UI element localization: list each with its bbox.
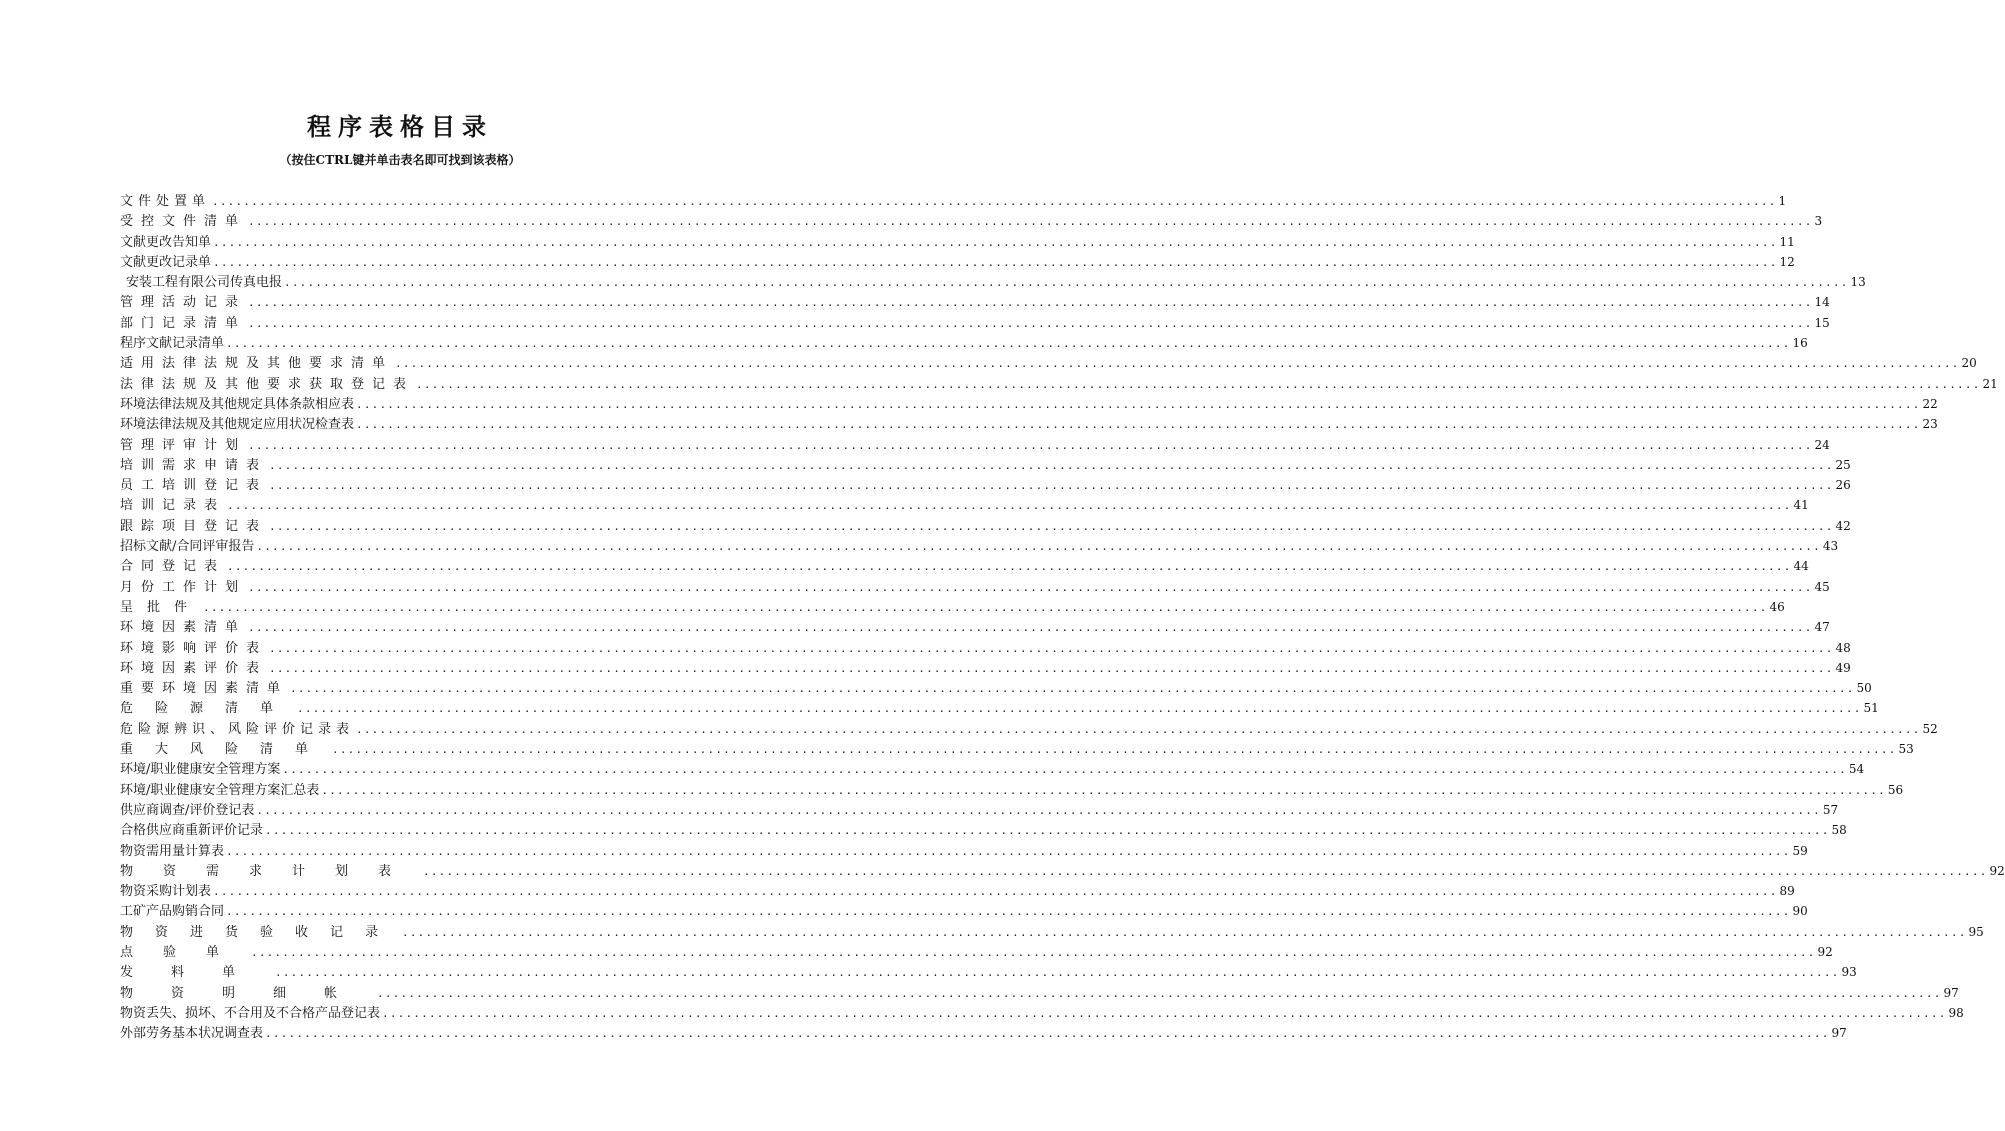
toc-entry-name: 受控文件清单 bbox=[120, 214, 247, 230]
dot-leader: ........................................................................................................................................................................................................ bbox=[256, 540, 1821, 554]
dot-leader: ........................................................................................................................................................................................................ bbox=[269, 458, 1834, 472]
toc-entry-page: 97 bbox=[1831, 1026, 1847, 1041]
toc-entry[interactable] bbox=[120, 313, 1830, 333]
dot-leader: ........................................................................................................................................................................................................ bbox=[248, 316, 1813, 330]
toc-entry-page: 92 bbox=[1817, 944, 1833, 959]
toc-entry[interactable] bbox=[120, 495, 1809, 515]
toc-entry-page: 43 bbox=[1822, 539, 1839, 554]
toc-entry-page: 46 bbox=[1769, 599, 1785, 614]
toc-entry-page: 11 bbox=[1779, 234, 1795, 249]
dot-leader: ........................................................................................................................................................................................................ bbox=[213, 255, 1778, 269]
toc-entry-page: 48 bbox=[1835, 640, 1851, 655]
toc-entry-name: 物资需用量计算表 bbox=[120, 843, 225, 859]
toc-entry-page: 45 bbox=[1814, 579, 1830, 594]
toc-entry[interactable] bbox=[120, 638, 1851, 658]
dot-leader: ........................................................................................................................................................................................................ bbox=[290, 682, 1855, 696]
toc-entry[interactable] bbox=[120, 394, 1938, 414]
toc-entry[interactable] bbox=[120, 820, 1847, 840]
dot-leader: ........................................................................................................................................................................................................ bbox=[275, 966, 1840, 980]
toc-entry-page: 23 bbox=[1922, 417, 1938, 432]
toc-entry-page: 53 bbox=[1898, 742, 1914, 757]
toc-entry[interactable] bbox=[120, 841, 1808, 861]
toc-entry-page: 3 bbox=[1814, 214, 1823, 229]
toc-entry[interactable] bbox=[120, 353, 1977, 373]
toc-entry[interactable] bbox=[120, 962, 1857, 982]
toc-entry-page: 24 bbox=[1814, 437, 1830, 452]
dot-leader: ........................................................................................................................................................................................................ bbox=[356, 722, 1921, 736]
toc-entry[interactable] bbox=[120, 374, 1998, 394]
dot-leader: ........................................................................................................................................................................................................ bbox=[269, 641, 1834, 655]
toc-entry[interactable] bbox=[120, 577, 1830, 597]
toc-entry-page: 92 bbox=[1989, 863, 2005, 878]
toc-entry-name: 环境因素清单 bbox=[120, 620, 247, 636]
toc-entry-page: 52 bbox=[1922, 721, 1938, 736]
toc-entry[interactable] bbox=[120, 759, 1865, 779]
page-title: 程序表格目录 bbox=[307, 112, 493, 141]
dot-leader: ........................................................................................................................................................................................................ bbox=[377, 986, 1942, 1000]
toc-entry[interactable] bbox=[120, 232, 1795, 252]
toc-entry[interactable] bbox=[120, 191, 1787, 211]
toc-entry-name: 合同登记表 bbox=[120, 559, 226, 575]
table-of-contents bbox=[120, 191, 2005, 1043]
toc-entry-name: 培训记录表 bbox=[120, 498, 226, 514]
toc-entry-name: 管理评审计划 bbox=[120, 437, 247, 453]
dot-leader: ........................................................................................................................................................................................................ bbox=[248, 296, 1813, 310]
toc-entry[interactable] bbox=[120, 333, 1808, 353]
toc-entry[interactable] bbox=[120, 252, 1795, 272]
dot-leader: ........................................................................................................................................................................................................ bbox=[356, 397, 1921, 411]
toc-entry-name: 月份工作计划 bbox=[120, 579, 247, 595]
toc-entry-name: 跟踪项目登记表 bbox=[120, 518, 268, 534]
toc-entry[interactable] bbox=[120, 272, 1866, 292]
toc-entry[interactable] bbox=[120, 678, 1872, 698]
toc-entry-page: 44 bbox=[1793, 559, 1809, 574]
toc-entry[interactable] bbox=[120, 292, 1830, 312]
toc-entry[interactable] bbox=[120, 414, 1938, 434]
dot-leader: ........................................................................................................................................................................................................ bbox=[203, 600, 1768, 614]
toc-entry-page: 1 bbox=[1778, 194, 1787, 208]
dot-leader: ........................................................................................................................................................................................................ bbox=[321, 783, 1886, 797]
toc-entry-page: 14 bbox=[1814, 295, 1830, 310]
toc-entry[interactable] bbox=[120, 739, 1914, 759]
toc-entry-page: 12 bbox=[1779, 254, 1795, 269]
dot-leader: ........................................................................................................................................................................................................ bbox=[282, 763, 1847, 777]
toc-entry-page: 49 bbox=[1835, 660, 1851, 675]
toc-entry[interactable] bbox=[120, 780, 1904, 800]
dot-leader: ........................................................................................................................................................................................................ bbox=[248, 621, 1813, 635]
toc-entry-page: 15 bbox=[1814, 315, 1830, 330]
toc-entry-name: 文件处置单 bbox=[120, 194, 211, 209]
dot-leader: ........................................................................................................................................................................................................ bbox=[213, 235, 1778, 249]
toc-entry-name: 招标文献/合同评审报告 bbox=[120, 539, 255, 555]
dot-leader: ........................................................................................................................................................................................................ bbox=[423, 864, 1988, 878]
toc-entry[interactable] bbox=[120, 983, 1959, 1003]
toc-entry-page: 42 bbox=[1835, 518, 1851, 533]
toc-entry[interactable] bbox=[120, 1023, 1847, 1043]
toc-entry-page: 21 bbox=[1982, 376, 1998, 391]
toc-entry-name: 环境因素评价表 bbox=[120, 660, 268, 676]
toc-entry[interactable] bbox=[120, 455, 1851, 475]
dot-leader: ........................................................................................................................................................................................................ bbox=[248, 215, 1813, 229]
dot-leader: ........................................................................................................................................................................................................ bbox=[265, 824, 1830, 838]
dot-leader: ........................................................................................................................................................................................................ bbox=[227, 560, 1792, 574]
toc-entry[interactable] bbox=[120, 698, 1879, 718]
toc-entry-page: 26 bbox=[1835, 478, 1851, 493]
toc-entry-page: 51 bbox=[1863, 701, 1879, 716]
toc-entry-name: 环境/职业健康安全管理方案 bbox=[120, 762, 281, 778]
toc-entry-name: 合格供应商重新评价记录 bbox=[120, 823, 264, 839]
toc-entry[interactable] bbox=[120, 881, 1795, 901]
dot-leader: ........................................................................................................................................................................................................ bbox=[332, 743, 1897, 757]
dot-leader: ........................................................................................................................................................................................................ bbox=[382, 1006, 1947, 1020]
toc-entry[interactable] bbox=[120, 556, 1809, 576]
toc-entry[interactable] bbox=[120, 719, 1938, 739]
toc-entry-name: 危险源清单 bbox=[120, 701, 296, 717]
toc-entry-name: 物资需求计划表 bbox=[120, 863, 422, 879]
toc-entry-page: 58 bbox=[1831, 823, 1847, 838]
toc-entry-page: 20 bbox=[1961, 356, 1977, 371]
toc-entry-name: 部门记录清单 bbox=[120, 315, 247, 331]
toc-entry-page: 47 bbox=[1814, 620, 1830, 635]
toc-entry-page: 13 bbox=[1850, 275, 1866, 290]
toc-entry-page: 16 bbox=[1792, 336, 1808, 351]
toc-entry[interactable] bbox=[120, 942, 1833, 962]
toc-entry-name: 重大风险清单 bbox=[120, 742, 331, 758]
toc-entry-name: 环境法律法规及其他规定具体条款相应表 bbox=[120, 396, 355, 412]
toc-entry-page: 95 bbox=[1968, 924, 1984, 939]
dot-leader: ........................................................................................................................................................................................................ bbox=[226, 337, 1791, 351]
dot-leader: ........................................................................................................................................................................................................ bbox=[226, 844, 1791, 858]
toc-entry-name: 环境影响评价表 bbox=[120, 640, 268, 656]
toc-entry[interactable] bbox=[120, 1003, 1964, 1023]
toc-entry-name: 适用法律法规及其他要求清单 bbox=[120, 356, 394, 372]
dot-leader: ........................................................................................................................................................................................................ bbox=[251, 945, 1816, 959]
toc-entry-page: 57 bbox=[1822, 802, 1839, 817]
toc-entry[interactable] bbox=[120, 658, 1851, 678]
toc-entry[interactable] bbox=[120, 536, 1839, 556]
toc-entry-page: 89 bbox=[1779, 884, 1795, 899]
dot-leader: ........................................................................................................................................................................................................ bbox=[269, 479, 1834, 493]
dot-leader: ........................................................................................................................................................................................................ bbox=[395, 357, 1960, 371]
toc-entry-name: 环境法律法规及其他规定应用状况检查表 bbox=[120, 417, 355, 433]
toc-entry-name: 外部劳务基本状况调查表 bbox=[120, 1026, 264, 1042]
dot-leader: ........................................................................................................................................................................................................ bbox=[226, 905, 1791, 919]
page-subtitle: （按住CTRL键并单击表名即可找到该表格） bbox=[279, 153, 521, 167]
toc-entry[interactable] bbox=[120, 617, 1830, 637]
toc-entry[interactable] bbox=[120, 597, 1785, 617]
toc-entry-page: 50 bbox=[1856, 681, 1872, 696]
toc-entry[interactable] bbox=[120, 516, 1851, 536]
toc-entry[interactable] bbox=[120, 435, 1830, 455]
toc-entry[interactable] bbox=[120, 922, 1984, 942]
toc-entry-name: 管理活动记录 bbox=[120, 295, 247, 311]
toc-entry[interactable] bbox=[120, 211, 1823, 231]
toc-entry-page: 93 bbox=[1841, 965, 1857, 980]
toc-entry-name: 供应商调查/评价登记表 bbox=[120, 802, 255, 818]
dot-leader: ........................................................................................................................................................................................................ bbox=[256, 803, 1821, 817]
toc-entry-name: 物资进货验收记录 bbox=[120, 924, 401, 940]
toc-entry-page: 41 bbox=[1793, 498, 1809, 513]
dot-leader: ........................................................................................................................................................................................................ bbox=[213, 885, 1778, 899]
toc-entry-name: 安装工程有限公司传真电报 bbox=[126, 275, 283, 291]
toc-entry-page: 22 bbox=[1922, 396, 1938, 411]
toc-entry-name: 文献更改记录单 bbox=[120, 254, 212, 270]
dot-leader: ........................................................................................................................................................................................................ bbox=[265, 1027, 1830, 1041]
dot-leader: ........................................................................................................................................................................................................ bbox=[356, 418, 1921, 432]
toc-entry-name: 员工培训登记表 bbox=[120, 478, 268, 494]
toc-entry-page: 97 bbox=[1943, 985, 1959, 1000]
dot-leader: ........................................................................................................................................................................................................ bbox=[269, 519, 1834, 533]
toc-entry-page: 59 bbox=[1792, 843, 1808, 858]
toc-entry-name: 环境/职业健康安全管理方案汇总表 bbox=[120, 782, 320, 798]
dot-leader: ........................................................................................................................................................................................................ bbox=[248, 438, 1813, 452]
toc-entry-name: 点验单 bbox=[120, 944, 250, 960]
dot-leader: ........................................................................................................................................................................................................ bbox=[227, 499, 1792, 513]
toc-entry[interactable] bbox=[120, 475, 1851, 495]
toc-entry-name: 重要环境因素清单 bbox=[120, 681, 289, 697]
toc-entry-page: 25 bbox=[1835, 457, 1851, 472]
dot-leader: ........................................................................................................................................................................................................ bbox=[416, 377, 1981, 391]
toc-entry[interactable] bbox=[120, 901, 1808, 921]
toc-entry-name: 法律法规及其他要求获取登记表 bbox=[120, 376, 415, 392]
toc-entry-name: 危险源辨识、风险评价记录表 bbox=[120, 721, 355, 737]
toc-entry-name: 工矿产品购销合同 bbox=[120, 904, 225, 920]
dot-leader: ........................................................................................................................................................................................................ bbox=[284, 276, 1849, 290]
dot-leader: ........................................................................................................................................................................................................ bbox=[402, 925, 1967, 939]
toc-entry[interactable] bbox=[120, 800, 1839, 820]
toc-entry-page: 56 bbox=[1887, 782, 1904, 797]
toc-entry-page: 98 bbox=[1948, 1005, 1964, 1020]
toc-entry-name: 物资采购计划表 bbox=[120, 884, 212, 900]
toc-entry-name: 发料单 bbox=[120, 965, 274, 981]
dot-leader: ........................................................................................................................................................................................................ bbox=[212, 195, 1777, 208]
dot-leader: ........................................................................................................................................................................................................ bbox=[269, 661, 1834, 675]
dot-leader: ........................................................................................................................................................................................................ bbox=[297, 702, 1862, 716]
toc-entry[interactable] bbox=[120, 861, 2005, 881]
toc-entry-name: 文献更改告知单 bbox=[120, 234, 212, 250]
toc-entry-name: 物资丢失、损坏、不合用及不合格产品登记表 bbox=[120, 1005, 381, 1021]
toc-entry-name: 物资明细帐 bbox=[120, 985, 376, 1001]
toc-entry-name: 程序文献记录清单 bbox=[120, 336, 225, 352]
toc-entry-page: 54 bbox=[1848, 762, 1865, 777]
toc-entry-page: 90 bbox=[1792, 904, 1808, 919]
toc-entry-name: 呈批件 bbox=[120, 599, 202, 615]
dot-leader: ........................................................................................................................................................................................................ bbox=[248, 580, 1813, 594]
toc-entry-name: 培训需求申请表 bbox=[120, 457, 268, 473]
